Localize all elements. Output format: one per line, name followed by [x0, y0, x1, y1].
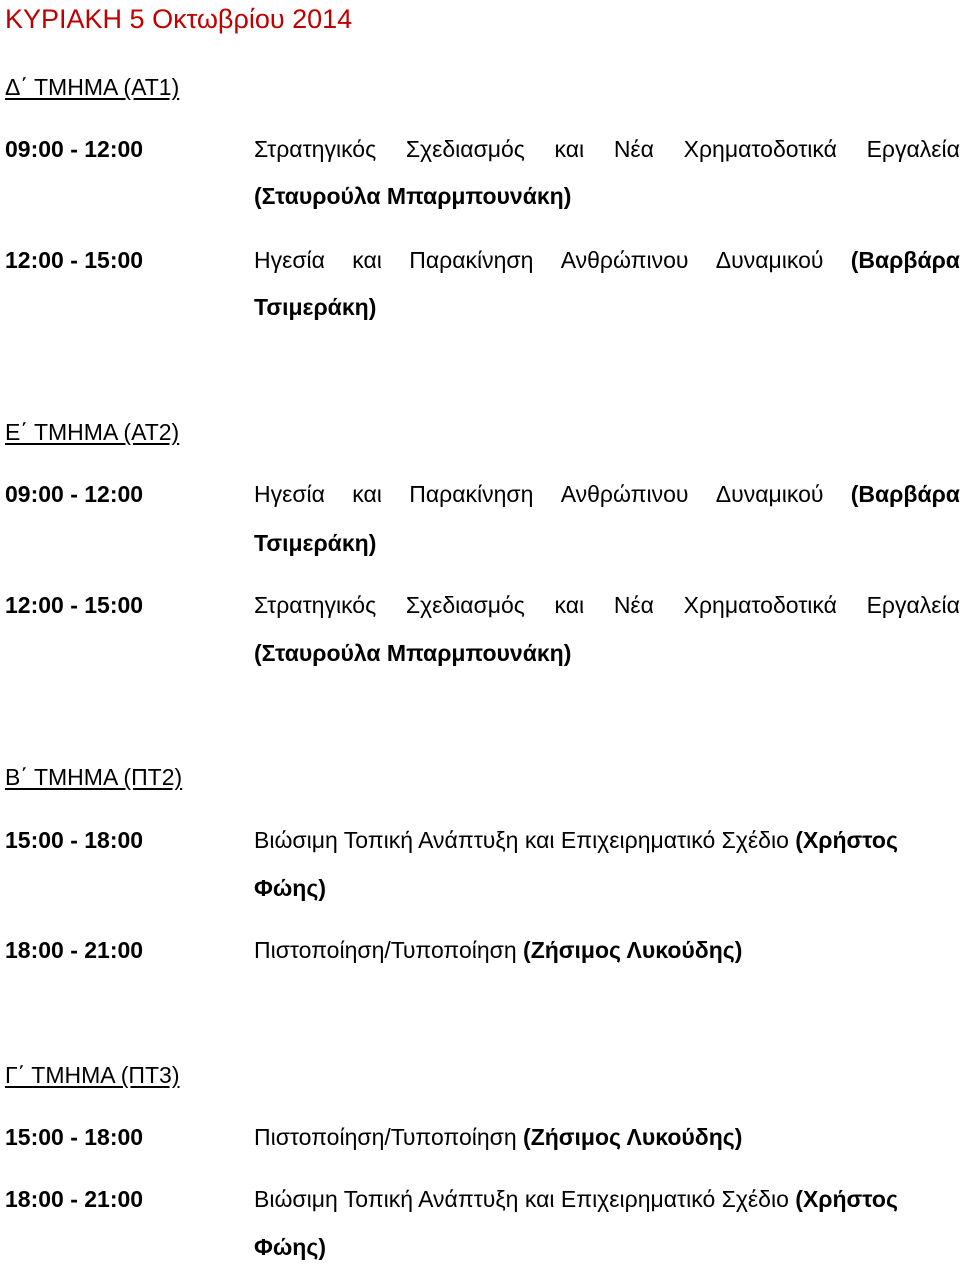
instructor-name-part: Τσιμεράκη) [254, 530, 377, 556]
session-instructor [254, 292, 960, 322]
instructor-name: (Σταυρούλα Μπαρμπουνάκη) [254, 183, 572, 209]
session-description-line1 [254, 245, 960, 275]
session-word: Παρακίνηση [409, 481, 534, 507]
session-description-line1 [254, 825, 960, 855]
session-word: Σχεδιασμός [405, 136, 525, 162]
section-title-pt3: Γ΄ ΤΜΗΜΑ (ΠΤ3) [5, 1062, 180, 1088]
session-time: 12:00 - 15:00 [5, 592, 144, 618]
session-word: Εργαλεία [866, 136, 960, 162]
session-topic: Βιώσιμη Τοπική Ανάπτυξη και Επιχειρηματικό Σχέδιο [254, 1186, 796, 1212]
session-description-line1 [254, 479, 960, 509]
session-topic: Πιστοποίηση/Τυποποίηση [254, 937, 524, 963]
session-word: Στρατηγικός [254, 136, 377, 162]
instructor-name: (Ζήσιμος Λυκούδης) [523, 937, 743, 963]
instructor-name: (Σταυρούλα Μπαρμπουνάκη) [254, 640, 572, 666]
session-word: και [554, 136, 585, 162]
instructor-name-part: Τσιμεράκη) [254, 294, 377, 320]
instructor-name-part: (Βαρβάρα [850, 247, 960, 273]
session-time: 09:00 - 12:00 [5, 136, 144, 162]
session-topic: Πιστοποίηση/Τυποποίηση [254, 1124, 524, 1150]
session-word: Παρακίνηση [409, 247, 534, 273]
session-description-line1 [254, 935, 960, 965]
session-time: 09:00 - 12:00 [5, 481, 144, 507]
session-word: Εργαλεία [866, 592, 960, 618]
session-word: Στρατηγικός [254, 592, 377, 618]
session-description-line1 [254, 1184, 960, 1214]
session-word: Νέα [613, 136, 654, 162]
session-time: 18:00 - 21:00 [5, 1186, 144, 1212]
session-time: 18:00 - 21:00 [5, 937, 144, 963]
session-word: Ανθρώπινου [560, 247, 689, 273]
instructor-name-part: Φώης) [254, 875, 326, 901]
instructor-name-part: (Χρήστος [795, 1186, 898, 1212]
session-word: Νέα [613, 592, 654, 618]
session-word: και [352, 481, 382, 507]
session-instructor [254, 1232, 960, 1262]
section-title-at1: Δ΄ ΤΜΗΜΑ (ΑΤ1) [5, 74, 180, 100]
session-instructor [254, 181, 960, 211]
session-description-line1 [254, 1122, 960, 1152]
session-word: και [554, 592, 585, 618]
session-time: 12:00 - 15:00 [5, 247, 144, 273]
section-title-at2: Ε΄ ΤΜΗΜΑ (ΑΤ2) [5, 419, 180, 445]
session-word: Χρηματοδοτικά [683, 592, 837, 618]
instructor-name-part: (Βαρβάρα [850, 481, 960, 507]
instructor-name: (Ζήσιμος Λυκούδης) [523, 1124, 743, 1150]
session-instructor [254, 873, 960, 903]
session-word: Ηγεσία [254, 481, 325, 507]
session-description-line1 [254, 590, 960, 620]
session-word: Δυναμικού [715, 247, 824, 273]
day-title: ΚΥΡΙΑΚΗ 5 Οκτωβρίου 2014 [5, 4, 353, 34]
session-word: Χρηματοδοτικά [683, 136, 837, 162]
section-title-pt2: Β΄ ΤΜΗΜΑ (ΠΤ2) [5, 764, 183, 790]
session-instructor [254, 638, 960, 668]
session-topic: Βιώσιμη Τοπική Ανάπτυξη και Επιχειρηματικό Σχέδιο [254, 827, 796, 853]
session-time: 15:00 - 18:00 [5, 1124, 144, 1150]
session-time: 15:00 - 18:00 [5, 827, 144, 853]
instructor-name-part: Φώης) [254, 1234, 326, 1260]
instructor-name-part: (Χρήστος [795, 827, 898, 853]
session-word: Ανθρώπινου [560, 481, 689, 507]
session-word: Σχεδιασμός [405, 592, 525, 618]
session-word: και [352, 247, 382, 273]
session-word: Δυναμικού [715, 481, 824, 507]
session-instructor [254, 528, 960, 558]
session-description-line1 [254, 134, 960, 164]
session-word: Ηγεσία [254, 247, 325, 273]
